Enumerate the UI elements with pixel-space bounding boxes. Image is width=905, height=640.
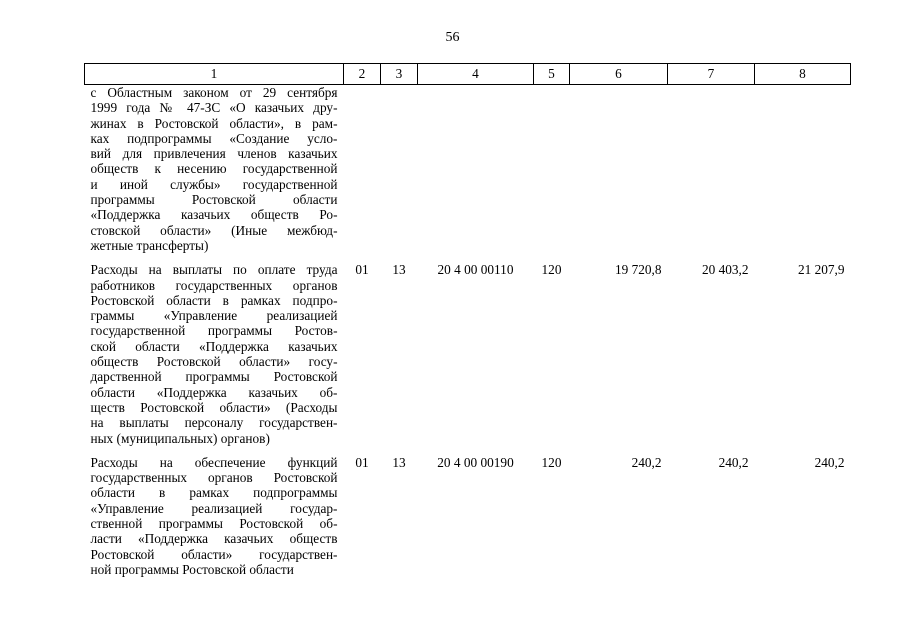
- subsection-code: 13: [392, 454, 406, 470]
- description-line: дарственной программы Ростовской: [90, 369, 338, 385]
- header-col-1: 1: [85, 64, 344, 85]
- description-line: на выплаты персоналу государствен-: [90, 415, 338, 431]
- amount-col-7: 20 403,2: [701, 262, 749, 278]
- amount-col-6: 240,2: [631, 454, 662, 470]
- subsection-code: [381, 85, 418, 254]
- description-line: ной программы Ростовской области: [90, 561, 294, 577]
- header-row: [85, 64, 851, 85]
- description-line: государственной программы Ростов-: [90, 323, 338, 339]
- target-article-code: 20 4 00 00190: [437, 454, 514, 470]
- description-line: 1999 года № 47-ЗС «О казачьих дру-: [90, 100, 338, 116]
- description-line: граммы «Управление реализацией: [90, 308, 338, 324]
- target-article-code: 20 4 00 00110: [437, 262, 514, 278]
- description-line: и иной службы» государственной: [90, 176, 338, 192]
- row-spacer: [85, 253, 851, 262]
- budget-table: [84, 63, 851, 577]
- description-line: государственных органов Ростовской: [90, 470, 338, 486]
- description-line: программы Ростовской области: [90, 192, 338, 208]
- description-line: вий для привлечения членов казачьих: [90, 146, 338, 162]
- row-spacer: [85, 446, 851, 455]
- description-line: ных (муниципальных) органов): [90, 430, 270, 446]
- table-row: [85, 262, 851, 446]
- description-line: жинах в Ростовской области», в рам-: [90, 115, 338, 131]
- amount-col-7: [668, 85, 755, 254]
- table-row: [85, 455, 851, 577]
- row-description: [85, 455, 344, 577]
- description-line: области в рамках подпрограммы: [90, 485, 338, 501]
- row-description: [85, 85, 344, 254]
- description-line: Расходы на выплаты по оплате труда: [90, 262, 338, 278]
- table-body: [85, 85, 851, 578]
- amount-col-8: [755, 85, 851, 254]
- table-header: [85, 64, 851, 85]
- page-number: 56: [445, 30, 460, 45]
- description-line: «Управление реализацией государ-: [90, 500, 338, 516]
- amount-col-7: 240,2: [718, 454, 749, 470]
- description-line: ственной программы Ростовской об-: [90, 516, 338, 532]
- description-line: обществ к несению государственной: [90, 161, 338, 177]
- header-col-6: 6: [570, 64, 668, 85]
- expense-type-code: 120: [541, 262, 562, 278]
- description-line: стовской области» (Иные межбюд-: [90, 222, 338, 238]
- amount-col-6: 19 720,8: [614, 262, 662, 278]
- description-line: Расходы на обеспечение функций: [90, 454, 338, 470]
- description-line: жетные трансферты): [90, 237, 209, 253]
- description-line: области «Поддержка казачьих об-: [90, 384, 338, 400]
- row-description: [85, 262, 344, 446]
- description-line: с Областным законом от 29 сентября: [90, 85, 338, 100]
- section-code: [344, 85, 381, 254]
- header-col-7: 7: [668, 64, 755, 85]
- amount-col-8: 21 207,9: [797, 262, 845, 278]
- description-line: Ростовской области» государствен-: [90, 546, 338, 562]
- description-line: ществ Ростовской области» (Расходы: [90, 399, 338, 415]
- section-code: 01: [355, 454, 369, 470]
- table-row: [85, 85, 851, 254]
- expense-type-code: [534, 85, 570, 254]
- description-line: работников государственных органов: [90, 277, 338, 293]
- description-line: ках подпрограммы «Создание усло-: [90, 130, 338, 146]
- description-line: ской области «Поддержка казачьих: [90, 338, 338, 354]
- amount-col-8: 240,2: [814, 454, 845, 470]
- expense-type-code: 120: [541, 454, 562, 470]
- row-spacer-cell: [85, 253, 851, 262]
- description-line: ласти «Поддержка казачьих обществ: [90, 531, 338, 547]
- target-article-code: [418, 85, 534, 254]
- description-line: Ростовской области в рамках подпро-: [90, 292, 338, 308]
- header-col-3: 3: [381, 64, 418, 85]
- header-col-4: 4: [418, 64, 534, 85]
- description-line: «Поддержка казачьих обществ Ро-: [90, 207, 338, 223]
- section-code: 01: [355, 262, 369, 278]
- header-col-5: 5: [534, 64, 570, 85]
- description-line: обществ Ростовской области» госу-: [90, 354, 338, 370]
- header-col-2: 2: [344, 64, 381, 85]
- header-col-8: 8: [755, 64, 851, 85]
- row-spacer-cell: [85, 446, 851, 455]
- amount-col-6: [570, 85, 668, 254]
- subsection-code: 13: [392, 262, 406, 278]
